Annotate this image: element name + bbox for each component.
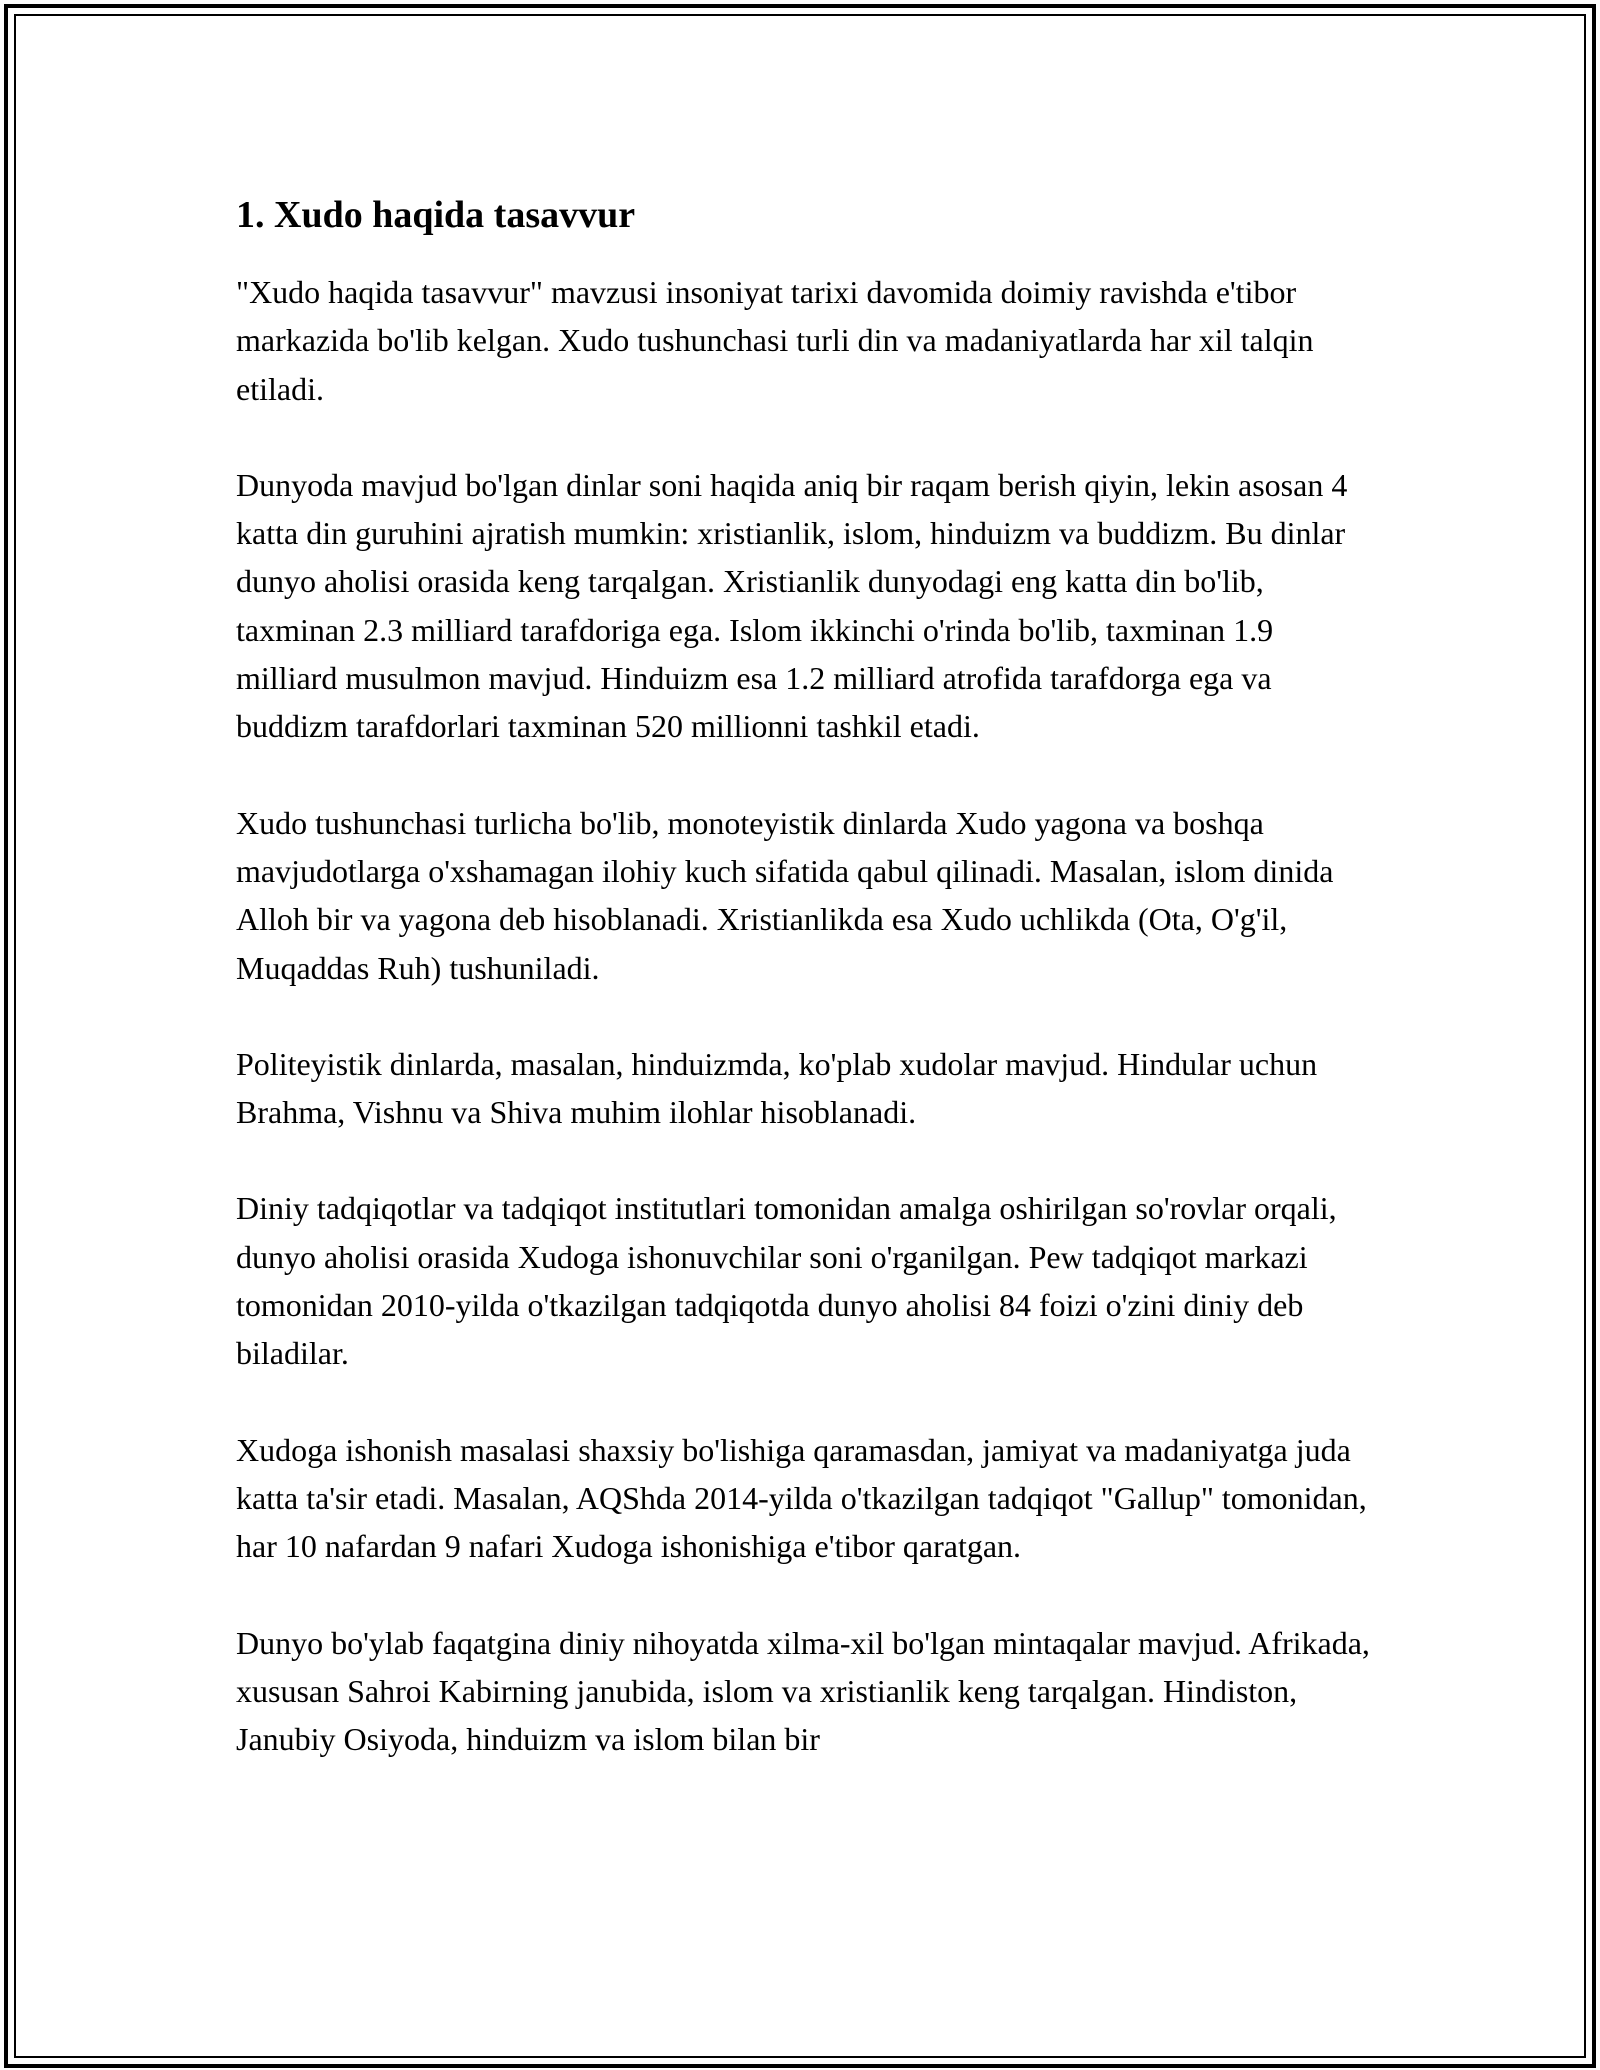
paragraph-intro: "Xudo haqida tasavvur" mavzusi insoniyat tarixi davomida doimiy ravishda e'tibor markazida bo'lib kelgan. Xudo tushunchasi turli din va madaniyatlarda har xil talqin etiladi.: [236, 274, 1314, 407]
paragraph-society-influence: Xudoga ishonish masalasi shaxsiy bo'lishiga qaramasdan, jamiyat va madaniyatga juda katta ta'sir etadi. Masalan, AQShda 2014-yilda o'tkazilgan tadqiqot "Gallup" tomonidan, har 10 nafardan 9 nafari Xudoga ishonishiga e'tibor qaratgan.: [236, 1431, 1367, 1565]
document-body: [236, 188, 1376, 1811]
paragraph-polytheism: Politeyistik dinlarda, masalan, hinduizmda, ko'plab xudolar mavjud. Hindular uchun Brahma, Vishnu va Shiva muhim ilohlar hisoblanadi.: [236, 1045, 1318, 1131]
section-heading: 1. Xudo haqida tasavvur: [236, 194, 636, 236]
paragraph-world-religions: Dunyoda mavjud bo'lgan dinlar soni haqida aniq bir raqam berish qiyin, lekin asosan 4 katta din guruhini ajratish mumkin: xristianlik, islom, hinduizm va buddizm. Bu dinlar dunyo aholisi orasida keng tarqalgan. Xristianlik dunyodagi eng katta din bo'lib, taxminan 2.3 milliard tarafdoriga ega. Islom ikkinchi o'rinda bo'lib, taxminan 1.9 milliard musulmon mavjud. Hinduizm esa 1.2 milliard atrofida tarafdorga ega va buddizm tarafdorlari taxminan 520 millionni tashkil etadi.: [236, 466, 1348, 745]
paragraph-regions: Dunyo bo'ylab faqatgina diniy nihoyatda xilma-xil bo'lgan mintaqalar mavjud. Afrikada, xususan Sahroi Kabirning janubida, islom va xristianlik keng tarqalgan. Hindiston, Janubiy Osiyoda, hinduizm va islom bilan bir: [236, 1624, 1370, 1758]
paragraph-monotheism: Xudo tushunchasi turlicha bo'lib, monoteyistik dinlarda Xudo yagona va boshqa mavjudotlarga o'xshamagan ilohiy kuch sifatida qabul qilinadi. Masalan, islom dinida Alloh bir va yagona deb hisoblanadi. Xristianlikda esa Xudo uchlikda (Ota, O'g'il, Muqaddas Ruh) tushuniladi.: [236, 804, 1334, 986]
paragraph-surveys: Diniy tadqiqotlar va tadqiqot institutlari tomonidan amalga oshirilgan so'rovlar orqali, dunyo aholisi orasida Xudoga ishonuvchilar soni o'rganilgan. Pew tadqiqot markazi tomonidan 2010-yilda o'tkazilgan tadqiqotda dunyo aholisi 84 foizi o'zini diniy deb biladilar.: [236, 1190, 1337, 1372]
